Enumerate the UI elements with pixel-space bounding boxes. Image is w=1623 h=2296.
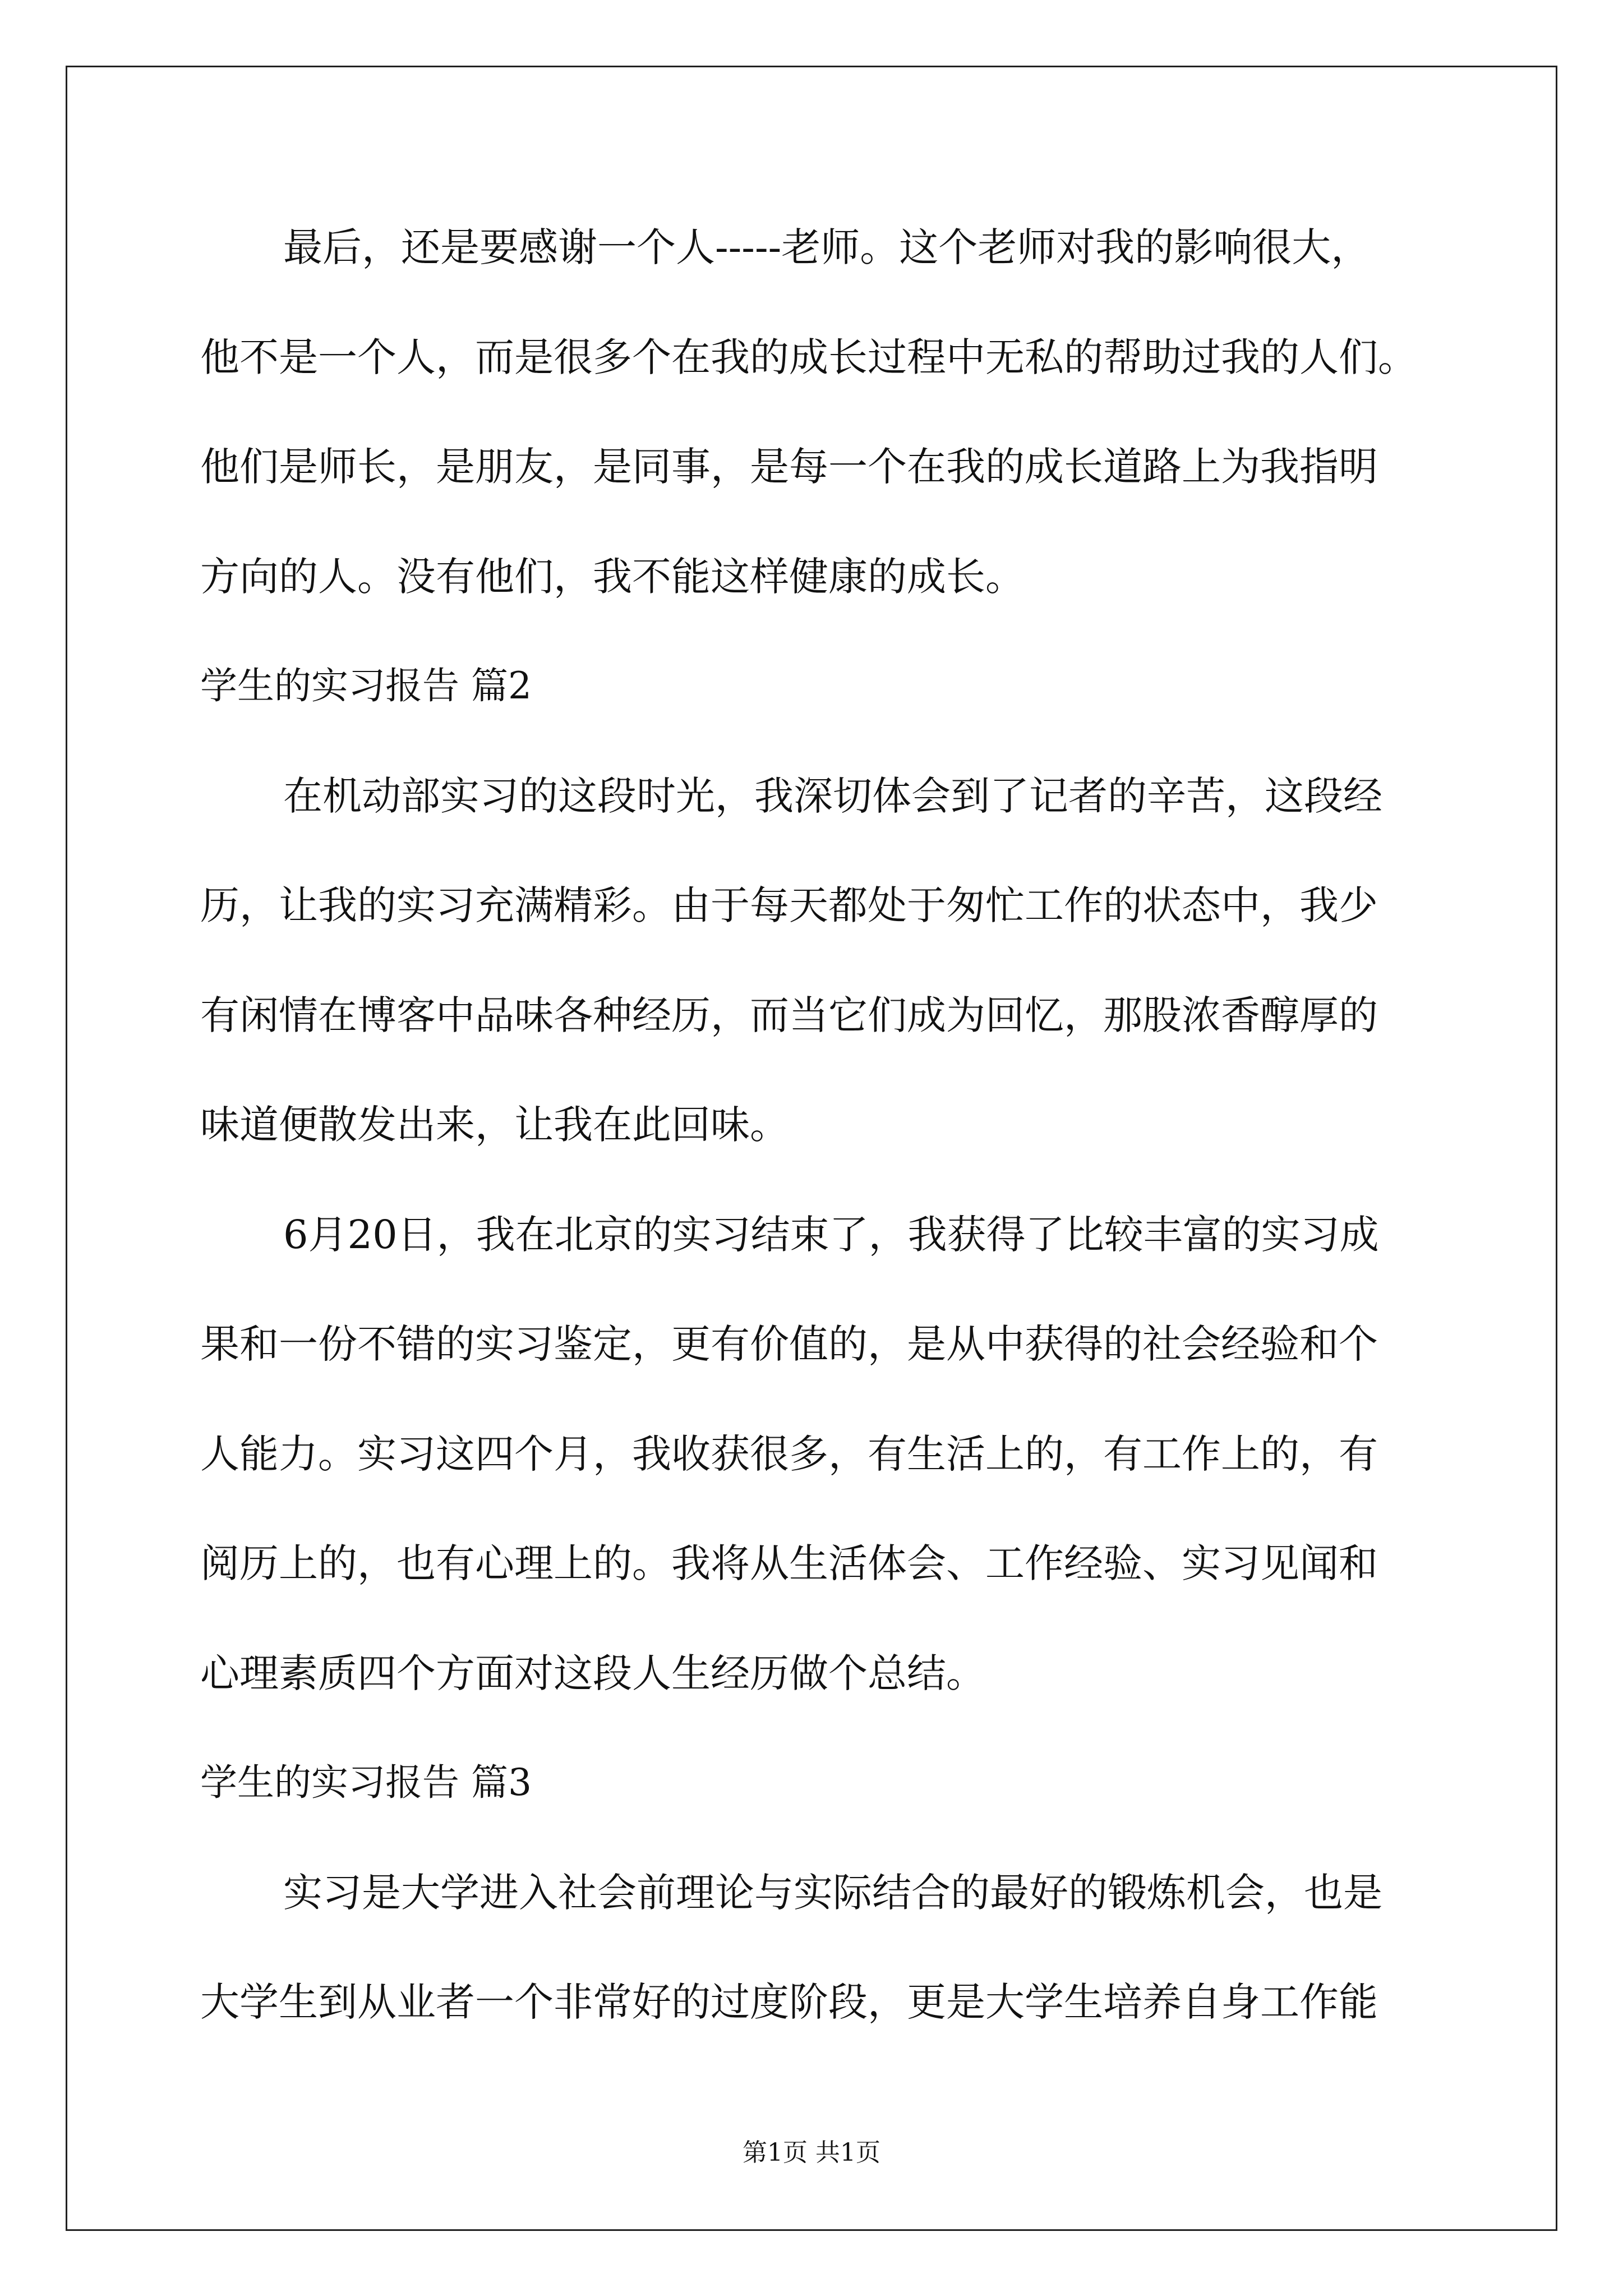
paragraph-line: 阅历上的，也有心理上的。我将从生活体会、工作经验、实习见闻和 [200, 1540, 1378, 1586]
paragraph-line: 6月20日，我在北京的实习结束了，我获得了比较丰富的实习成 [283, 1211, 1379, 1258]
paragraph-line: 最后，还是要感谢一个人-----老师。这个老师对我的影响很大， [283, 224, 1371, 270]
paragraph-line: 在机动部实习的这段时光，我深切体会到了记者的辛苦，这段经 [283, 772, 1382, 819]
paragraph-line: 果和一份不错的实习鉴定，更有价值的，是从中获得的社会经验和个 [200, 1321, 1378, 1367]
paragraph-line: 大学生到从业者一个非常好的过度阶段，更是大学生培养自身工作能 [200, 1979, 1378, 2025]
section-heading: 学生的实习报告 篇2 [200, 664, 532, 707]
paragraph-line: 历，让我的实习充满精彩。由于每天都处于匆忙工作的状态中，我少 [200, 882, 1378, 928]
paragraph-line: 方向的人。没有他们，我不能这样健康的成长。 [200, 553, 1025, 600]
section-heading: 学生的实习报告 篇3 [200, 1761, 532, 1804]
paragraph-line: 心理素质四个方面对这段人生经历做个总结。 [200, 1650, 985, 1696]
paragraph-line: 他不是一个人，而是很多个在我的成长过程中无私的帮助过我的人们。 [200, 334, 1417, 380]
paragraph-line: 他们是师长，是朋友，是同事，是每一个在我的成长道路上为我指明 [200, 444, 1378, 490]
document-body [200, 222, 1440, 2086]
page-number-footer: 第1页 共1页 [743, 2138, 880, 2167]
paragraph-line: 有闲情在博客中品味各种经历，而当它们成为回忆，那股浓香醇厚的 [200, 992, 1378, 1038]
paragraph-line: 实习是大学进入社会前理论与实际结合的最好的锻炼机会，也是 [283, 1869, 1382, 1916]
paragraph-line: 人能力。实习这四个月，我收获很多，有生活上的，有工作上的，有 [200, 1430, 1378, 1477]
paragraph-line: 味道便散发出来，让我在此回味。 [200, 1102, 789, 1148]
